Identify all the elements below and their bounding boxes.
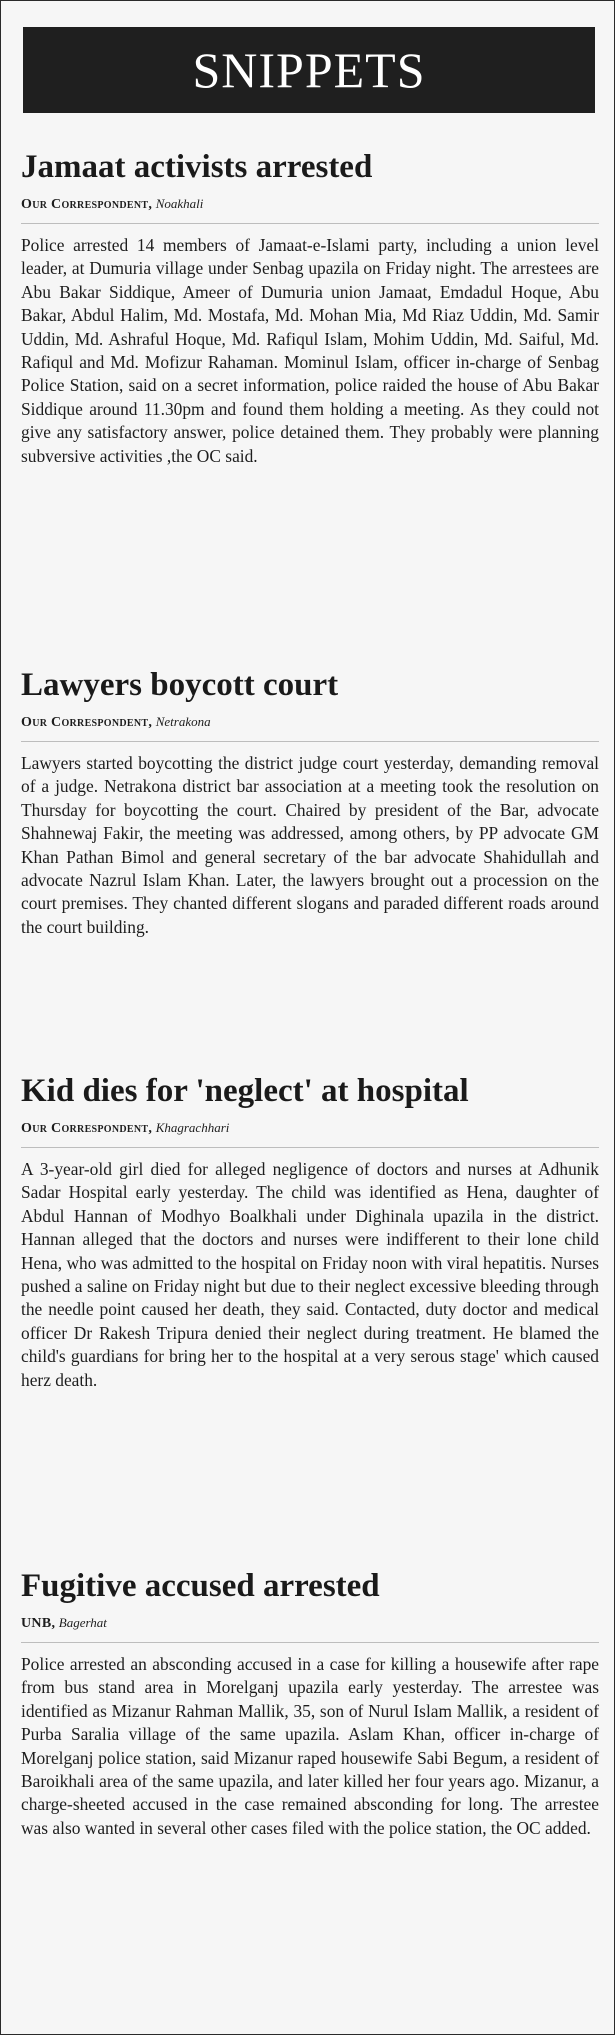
story-headline: Jamaat activists arrested (21, 149, 373, 185)
story-body: Police arrested an absconding accused in a case for killing a housewife after rape from bus stand area in Morelganj upazila early yesterday. The arrestee was identified as Mizanur Rahman Mallik, 35, son of Nurul Islam Mallik, a resident of Purba Saralia village of the same upazila. Aslam Khan, officer in-charge of Morelganj police station, said Mizanur raped housewife Sabi Begum, a resident of Baroikhali area of the same upazila, and later killed her four years ago. Mizanur, a charge-sheeted accused in the case remained absconding for long. The arrestee was also wanted in several other cases filed with the police station, the OC added. (21, 1654, 599, 1838)
story-body: Police arrested 14 members of Jamaat-e-Islami party, including a union level leader, at Dumuria village under Senbag upazila on Friday night. The arrestees are Abu Bakar Siddique, Ameer of Dumuria union Jamaat, Emdadul Hoque, Abu Bakar, Abdul Halim, Md. Mostafa, Md. Mohan Mia, Md Riaz Uddin, Md. Samir Uddin, Md. Ashraful Hoque, Md. Rafiqul Islam, Mohim Uddin, Md. Saiful, Md. Rafiqul and Md. Mofizur Rahaman. Mominul Islam, officer in-charge of Senbag Police Station, said on a secret information, police raided the house of Abu Bakar Siddique around 11.30pm and found them holding a meeting. As they could not give any satisfactory answer, police detained them. They probably were planning subversive activities ,the OC said. (21, 235, 599, 466)
byline-place: Noakhali (155, 196, 204, 211)
story-body: A 3-year-old girl died for alleged negligence of doctors and nurses at Adhunik Sadar Hospital early yesterday. The child was identified as Hena, daughter of Abdul Hannan of Modhyo Boalkhali under Dighinala upazila in the district. Hannan alleged that the doctors and nurses were indifferent to their lone child Hena, who was admitted to the hospital on Friday noon with viral hepatitis. Nurses pushed a saline on Friday night but due to their neglect excessive bleeding through the needle point caused her death, they said. Contacted, duty doctor and medical officer Dr Rakesh Tripura denied their neglect during treatment. He blamed the child's guardians for bring her to the hospital at a very serous stage' which caused herz death. (21, 1159, 599, 1390)
byline-place: Netrakona (155, 714, 211, 729)
byline-place: Khagrachhari (155, 1120, 230, 1135)
byline-source: Our Correspondent, (21, 1121, 153, 1136)
story-byline (21, 713, 599, 742)
story-lawyers-boycott (21, 665, 599, 957)
story-headline: Fugitive accused arrested (21, 1568, 380, 1604)
byline-place: Bagerhat (58, 1615, 107, 1630)
byline-source: Our Correspondent, (21, 197, 153, 212)
story-fugitive-accused (21, 1566, 599, 1858)
byline-source: Our Correspondent, (21, 715, 153, 730)
byline-source: UNB, (21, 1616, 56, 1631)
story-kid-dies (21, 1071, 599, 1409)
story-headline: Kid dies for 'neglect' at hospital (21, 1073, 469, 1109)
section-banner: SNIPPETS (23, 27, 595, 113)
story-body: Lawyers started boycotting the district judge court yesterday, demanding removal of a judge. Netrakona district bar association at a meeting took the resolution on Thursday for boycotting the court. Chaired by president of the Bar, advocate Shahnewaj Fakir, the meeting was addressed, among others, by PP advocate GM Khan Pathan Bimol and general secretary of the bar advocate Shahidullah and advocate Nazrul Islam Khan. Later, the lawyers brought out a procession on the court premises. They chanted different slogans and paraded different roads around the court building. (21, 753, 599, 937)
story-byline (21, 1614, 599, 1643)
story-byline (21, 195, 599, 224)
story-jamaat-activists (21, 147, 599, 485)
story-byline (21, 1119, 599, 1148)
story-headline: Lawyers boycott court (21, 667, 339, 703)
